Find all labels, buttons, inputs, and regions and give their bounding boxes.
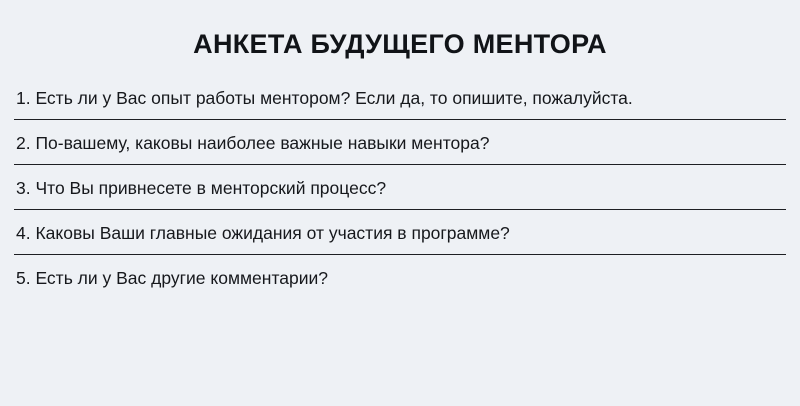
answer-line[interactable] bbox=[14, 119, 786, 120]
question-list bbox=[14, 88, 786, 289]
answer-line[interactable] bbox=[14, 254, 786, 255]
answer-line[interactable] bbox=[14, 209, 786, 210]
question-item bbox=[14, 268, 786, 290]
question-item bbox=[14, 223, 786, 268]
question-item bbox=[14, 178, 786, 223]
page-title: АНКЕТА БУДУЩЕГО МЕНТОРА bbox=[193, 29, 607, 59]
question-text: 2. По-вашему, каковы наиболее важные навыки ментора? bbox=[16, 133, 490, 154]
question-text: 1. Есть ли у Вас опыт работы ментором? Если да, то опишите, пожалуйста. bbox=[16, 88, 633, 109]
question-item bbox=[14, 133, 786, 178]
question-text: 5. Есть ли у Вас другие комментарии? bbox=[16, 267, 329, 288]
answer-line[interactable] bbox=[14, 164, 786, 165]
question-item bbox=[14, 88, 786, 133]
question-text: 4. Каковы Ваши главные ожидания от участия в программе? bbox=[16, 223, 510, 244]
question-text: 3. Что Вы привнесете в менторский процесс? bbox=[16, 178, 387, 199]
